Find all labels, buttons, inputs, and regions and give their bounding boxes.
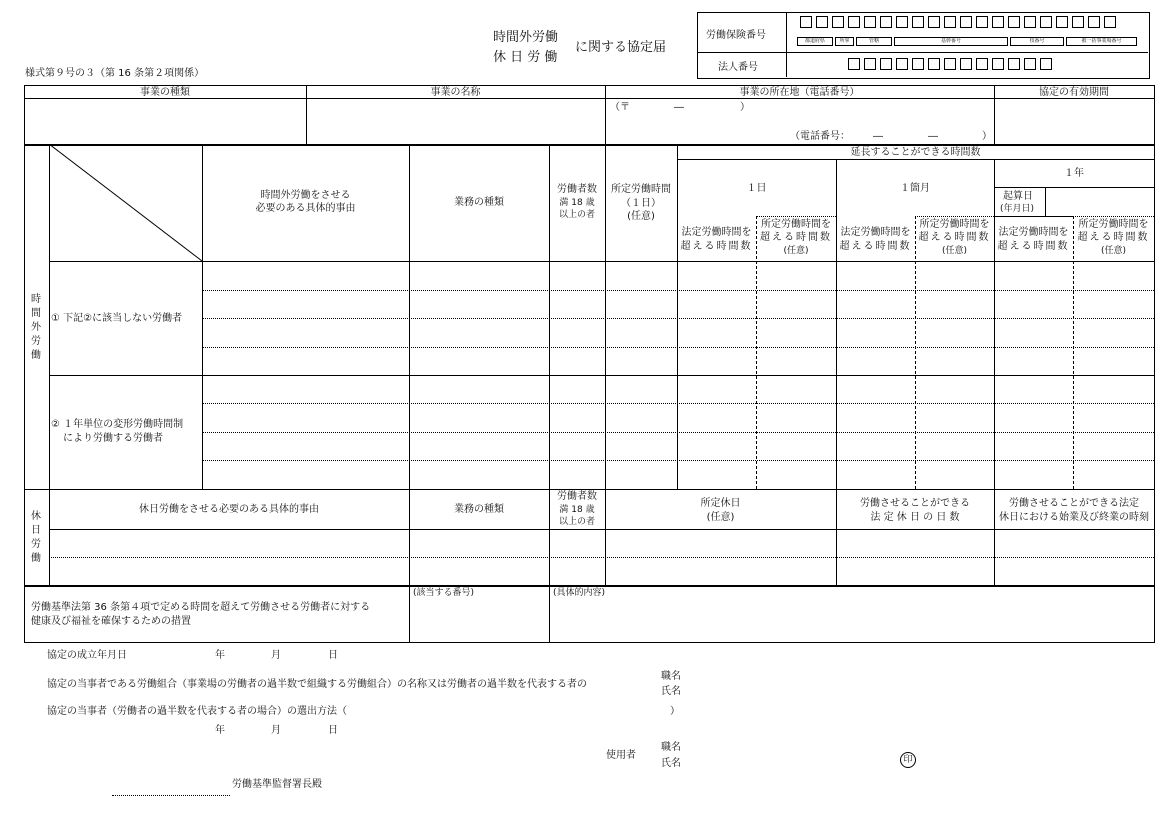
established-year: 年 (215, 650, 225, 661)
agreement-period-field[interactable] (995, 99, 1153, 143)
insurance-sublabel-eda: 枝番号 (1010, 37, 1064, 46)
overtime-workers-header: 労働者数 (557, 184, 597, 195)
submit-month: 月 (271, 725, 281, 736)
submit-day: 日 (328, 725, 338, 736)
selection-line: 協定の当事者（労働者の過半数を代表する者の場合）の選出方法（ (47, 706, 347, 717)
form-number: 様式第９号の３（第 16 条第２項関係） (25, 68, 205, 79)
day-fixed-exceed-1: 所定労働時間を (761, 219, 831, 230)
holiday-legal-days-1: 労働させることができる (860, 498, 970, 509)
year-label: １年 (1064, 168, 1084, 179)
insurance-sublabel-ikkatsu: 被一括事業場番号 (1066, 37, 1137, 46)
insurance-sublabel-kankatsu: 管轄 (856, 37, 892, 46)
header-diagonal (49, 144, 203, 262)
established-day: 日 (328, 650, 338, 661)
employer-field[interactable] (690, 739, 890, 769)
overtime-hours-sub1: （１日） (621, 198, 661, 209)
selection-method-field[interactable] (385, 703, 665, 719)
overtime-row1-entries[interactable] (203, 262, 1153, 374)
addressee-label: 労働基準監督署長殿 (232, 779, 322, 790)
insurance-sublabel-pref: 都道府県 (797, 37, 833, 46)
insurance-sublabel-shosho: 所掌 (835, 37, 854, 46)
overtime-job-header: 業務の種類 (454, 197, 504, 208)
employer-label: 使用者 (606, 750, 636, 761)
agreement-period-label: 協定の有効期間 (1039, 87, 1109, 98)
office-name-field[interactable] (112, 780, 230, 795)
health-detail-field[interactable] (550, 600, 1152, 640)
business-type-label: 事業の種類 (140, 87, 190, 98)
business-type-field[interactable] (25, 99, 305, 143)
holiday-workers-header: 労働者数 (557, 491, 597, 502)
overtime-row2-label-1: ② １年単位の変形労働時間制 (51, 419, 184, 430)
title-bottom: 休 日 労 働 (493, 50, 558, 65)
postal-dash: ― (674, 102, 684, 113)
extend-header: 延長することができる時間数 (850, 147, 981, 158)
phone-dash-2: ― (928, 131, 938, 142)
day-fixed-exceed-2: 超える時間数 (760, 232, 832, 243)
day-legal-exceed-2: 超える時間数 (680, 241, 753, 252)
holiday-workers-sub2: 以上の者 (558, 517, 595, 527)
calc-date-field[interactable] (1046, 188, 1153, 215)
year-fixed-exceed-2: 超える時間数 (1077, 232, 1150, 243)
overtime-reason-header: 時間外労働をさせる 必要のある具体的事由 (255, 190, 356, 214)
month-legal-exceed-1: 法定労働時間を (840, 227, 911, 238)
year-optional: (任意) (1100, 246, 1127, 256)
holiday-start-end-1: 労働させることができる法定 (1009, 498, 1139, 509)
month-label: １箇月 (900, 183, 930, 194)
overtime-hours-header: 所定労働時間 (611, 184, 671, 195)
day-optional: (任意) (783, 246, 809, 256)
calc-date-label: 起算日 (1003, 191, 1033, 202)
day-label: １日 (746, 183, 767, 194)
insurance-sublabel-kikan: 基幹番号 (894, 37, 1008, 46)
established-month: 月 (271, 650, 281, 661)
holiday-start-end-2: 休日における始業及び終業の時刻 (999, 512, 1149, 523)
holiday-workers-sub1: 満 18 歳 (559, 505, 595, 515)
union-representative-field[interactable] (690, 668, 990, 698)
seal-mark (900, 752, 916, 768)
title-top: 時間外労働 (493, 30, 559, 45)
union-line: 協定の当事者である労働組合（事業場の労働者の過半数で組織する労働組合）の名称又は労働者の過半数を代表する者の (47, 679, 587, 690)
seal-text: 印 (903, 755, 913, 765)
overtime-workers-sub1: 満 18 歳 (559, 198, 595, 208)
title-suffix: に関する協定届 (575, 40, 667, 55)
health-number-label: (該当する番号) (413, 588, 475, 598)
phone-label: （電話番号： (790, 131, 850, 142)
phone-dash-1: ― (873, 131, 883, 142)
holiday-fixed-sub: (任意) (706, 512, 735, 523)
business-address-label: 事業の所在地（電話番号） (739, 87, 860, 98)
year-legal-exceed-2: 超える時間数 (997, 241, 1070, 252)
month-fixed-exceed-1: 所定労働時間を (919, 219, 990, 230)
employer-position-label: 職名 (661, 742, 681, 753)
month-optional: (任意) (941, 246, 968, 256)
holiday-legal-days-2: 法 定 休 日 の 日 数 (870, 512, 960, 523)
holiday-reason-header: 休日労働をさせる必要のある具体的事由 (139, 504, 319, 515)
health-measure-2: 健康及び福祉を確保するための措置 (31, 616, 191, 627)
overtime-workers-sub2: 以上の者 (558, 210, 595, 220)
corporate-number-label: 法人番号 (718, 62, 758, 73)
calc-date-sub: (年月日) (1000, 204, 1035, 214)
overtime-row2-label-2: により労働する労働者 (63, 433, 163, 444)
health-detail-label: (具体的内容) (553, 588, 606, 598)
postal-open: （〒 (610, 102, 630, 113)
holiday-entries[interactable] (50, 530, 1153, 584)
month-legal-exceed-2: 超える時間数 (839, 241, 912, 252)
business-name-label: 事業の名称 (430, 87, 481, 98)
office-name-line (112, 795, 230, 796)
year-fixed-exceed-1: 所定労働時間を (1078, 219, 1149, 230)
health-measure-1: 労働基準法第 36 条第４項で定める時間を超えて労働させる労働者に対する (31, 602, 371, 613)
established-date-label: 協定の成立年月日 (47, 650, 127, 661)
holiday-fixed-header: 所定休日 (700, 498, 741, 509)
labor-insurance-label: 労働保険番号 (706, 30, 766, 41)
overtime-side-label: 時間外労働 (31, 294, 41, 361)
phone-close: ） (982, 131, 992, 142)
insurance-number-boxes[interactable] (800, 16, 1120, 28)
holiday-side-label: 休日労働 (31, 511, 41, 564)
day-legal-exceed-1: 法定労働時間を (681, 227, 752, 238)
year-legal-exceed-1: 法定労働時間を (998, 227, 1069, 238)
corporate-number-boxes[interactable] (848, 58, 1056, 70)
health-number-field[interactable] (410, 600, 548, 640)
union-position-label: 職名 (661, 671, 681, 682)
union-name-label: 氏名 (661, 686, 681, 697)
postal-close: ） (740, 102, 750, 113)
submit-year: 年 (215, 725, 225, 736)
employer-name-label: 氏名 (661, 758, 681, 769)
selection-close: ） (670, 706, 680, 717)
business-name-field[interactable] (307, 99, 604, 143)
overtime-row2-entries[interactable] (203, 376, 1153, 488)
overtime-row1-label: ① 下記②に該当しない労働者 (51, 313, 183, 324)
holiday-job-header: 業務の種類 (454, 504, 504, 515)
month-fixed-exceed-2: 超える時間数 (918, 232, 991, 243)
overtime-hours-sub2: (任意) (627, 211, 655, 222)
